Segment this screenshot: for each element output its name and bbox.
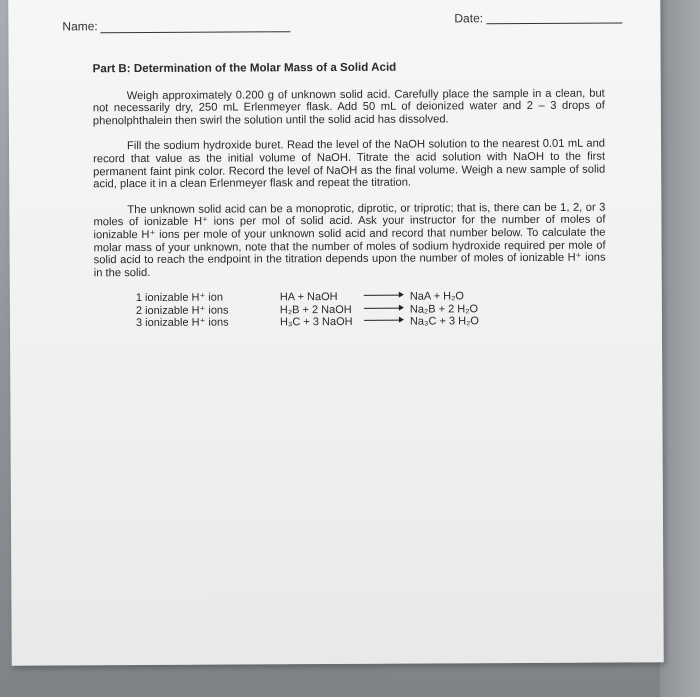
section-content <box>93 61 606 330</box>
reaction-label: 3 ionizable H⁺ ions <box>135 316 229 329</box>
date-blank-line <box>486 22 622 24</box>
reaction-products: NaA + H₂O <box>409 290 464 303</box>
reaction-row <box>136 315 479 329</box>
reaction-reactants: HA + NaOH <box>279 291 338 304</box>
date-label: Date: <box>454 11 484 26</box>
reaction-products: Na₂B + 2 H₂O <box>409 302 479 316</box>
reaction-products: Na₃C + 3 H₂O <box>409 314 479 328</box>
worksheet-page <box>8 0 663 666</box>
reaction-arrow <box>364 291 410 303</box>
reaction-label: 2 ionizable H⁺ ions <box>135 304 229 317</box>
right-arrow-icon <box>364 315 404 323</box>
header-row <box>62 12 622 39</box>
reaction-row <box>136 291 479 305</box>
name-blank-line <box>100 31 290 33</box>
paragraph-titration: Fill the sodium hydroxide buret. Read the level of the NaOH solution to the nearest 0.01 mL and record that value as the initial volume of NaOH. Titrate the acid solution with NaOH to the first permanent faint pink color. Record the level of NaOH as the final volume. Weigh a new sample of solid acid, place it in a clean Erlenmeyer flask and repeat the titration. <box>93 137 606 191</box>
reaction-reactants: H₂B + 2 NaOH <box>279 303 352 316</box>
reaction-label: 1 ionizable H⁺ ion <box>135 291 224 305</box>
name-label: Name: <box>62 19 98 34</box>
background-edge <box>660 0 700 697</box>
reaction-arrow <box>364 315 410 327</box>
right-arrow-icon <box>364 291 404 299</box>
reaction-arrow <box>364 303 410 315</box>
reaction-table <box>136 291 479 329</box>
paragraph-molar-mass: The unknown solid acid can be a monoprotic, diprotic, or triprotic; that is, there can be 1, 2, or 3 moles of ionizable H⁺ ions per mol of solid acid. Ask your instructor for the number of moles of ionizable H⁺ ions per mole of your unknown solid acid and record that number below. To calculate the molar mass of your unknown, note that the number of moles of sodium hydroxide required per mole of solid acid to reach the endpoint in the titration depends upon the number of moles of ionizable H⁺ ions in the solid. <box>93 201 606 279</box>
right-arrow-icon <box>364 303 404 311</box>
reaction-reactants: H₃C + 3 NaOH <box>279 315 353 329</box>
paragraph-weigh-sample: Weigh approximately 0.200 g of unknown solid acid. Carefully place the sample in a clean, but not necessarily dry, 250 mL Erlenmeyer flask. Add 50 mL of deionized water and 2 – 3 drops of phenolphthalein then swirl the solution until the solid acid has dissolved. <box>92 87 605 128</box>
section-title: Part B: Determination of the Molar Mass of a Solid Acid <box>92 60 397 76</box>
